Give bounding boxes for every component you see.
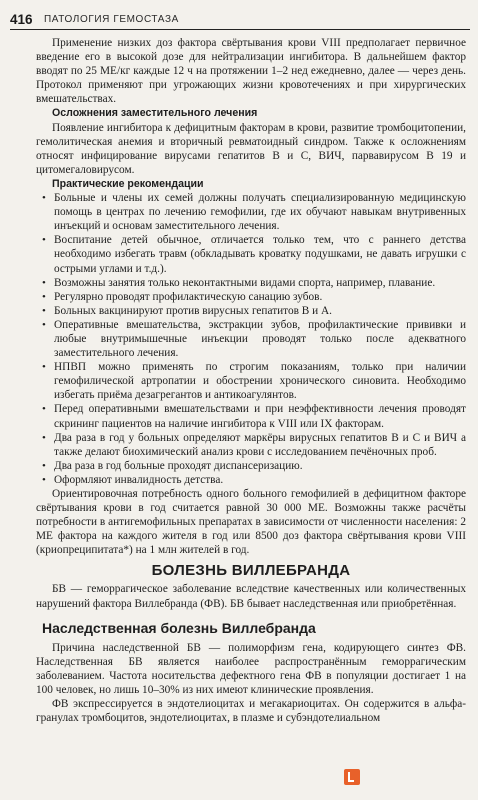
vwd-definition: БВ — геморрагическое заболевание вследствие качественных или количественных нарушений фактора Виллебранда (ФВ). БВ бывает наследственная или приобретённая. (36, 583, 466, 610)
list-item: • Воспитание детей обычное, отличается только тем, что с раннего детства необходимо избегать травм (обкладывать кроватку подушками, не давать игрушки с острыми углами и т.д.). (36, 233, 466, 275)
subsection-heading-hereditary: Наследственная болезнь Виллебранда (42, 619, 316, 636)
list-item: • Оперативные вмешательства, экстракции зубов, профилактические прививки и любые внутримышечные инъекции проводят только после адекватного заместительного лечения. (36, 318, 466, 360)
page-number: 416 (10, 11, 33, 27)
intro-paragraph: Применение низких доз фактора свёртывания крови VIII предполагает первичное введение его в высокой дозе для нейтрализации ингибитора. В дальнейшем фактор вводят по 25 МЕ/кг каждые 12 ч на протяжении 1–2 нед ежедневно, далее — через день. Протокол применяют при угрожающих жизни кровотечениях и при хирургических вмешательствах. (36, 37, 466, 106)
list-item: • Возможны занятия только неконтактными видами спорта, например, плавание. (36, 276, 466, 290)
running-title: ПАТОЛОГИЯ ГЕМОСТАЗА (44, 13, 179, 25)
recommendations-heading: Практические рекомендации (52, 177, 204, 190)
list-item: • Регулярно проводят профилактическую санацию зубов. (36, 290, 466, 304)
header-rule (10, 29, 470, 30)
list-item: • Два раза в год у больных определяют маркёры вирусных гепатитов В и С и ВИЧ а также делают биохимический анализ крови с исследованием печёночных проб. (36, 431, 466, 459)
need-paragraph: Ориентировочная потребность одного больного гемофилией в дефицитном факторе свёртывания крови в год считается равной 30 000 МЕ. Возможны также расчёты потребности в антигемофильных препаратах в зависимости от численности населения: 2 МЕ фактора на каждого жителя в год или 8500 доз фактора свёртывания крови VIII (криопреципитата*) на 1 млн жителей в год. (36, 488, 466, 557)
list-item: • Оформляют инвалидность детства. (36, 473, 466, 487)
section-heading-vwd: БОЛЕЗНЬ ВИЛЛЕБРАНДА (151, 562, 351, 580)
list-item: • Перед оперативными вмешательствами и при неэффективности лечения проводят скрининг пациентов на наличие ингибитора к VIII или IX факторам. (36, 402, 466, 430)
publisher-logo-icon (344, 769, 360, 785)
complications-heading: Осложнения заместительного лечения (52, 107, 258, 120)
list-item: • Больных вакцинируют против вирусных гепатитов В и А. (36, 304, 466, 318)
hereditary-paragraph-1: Причина наследственной БВ — полиморфизм гена, кодирующего синтез ФВ. Наследственная БВ является наиболее распространённым геморрагическим заболеванием. Частота носительства дефектного гена ФВ в популяции достигает 1 на 100 человек, но лишь 10–30% из них имеют клинические проявления. (36, 641, 466, 696)
hereditary-paragraph-2: ФВ экспрессируется в эндотелиоцитах и мегакариоцитах. Он содержится в альфа-гранулах тромбоцитов, эндотелиоцитах, в плазме и субэндотелиальном (36, 698, 466, 725)
list-item: • Два раза в год больные проходят диспансеризацию. (36, 459, 466, 473)
list-item: • НПВП можно применять по строгим показаниям, только при наличии гемофилической артропатии и обострении хронического синовита. Необходимо избегать приёма дезагрегантов и антикоагулянтов. (36, 360, 466, 402)
recommendations-list (36, 191, 466, 487)
page-header (10, 10, 470, 28)
list-item: • Больные и члены их семей должны получать специализированную медицинскую помощь в центрах по лечению гемофилии, где их обучают навыкам внутривенных инъекций и основам заместительного лечения. (36, 191, 466, 233)
complications-text: Появление ингибитора к дефицитным факторам в крови, развитие тромбоцитопении, гемолитическая анемия и вторичный ревматоидный синдром. Также к осложнениям относят инфицирование вирусами гепатитов В и С, ВИЧ, парвавирусом В 19 и цитомегаловирусом. (36, 121, 466, 176)
page-body (36, 36, 466, 725)
